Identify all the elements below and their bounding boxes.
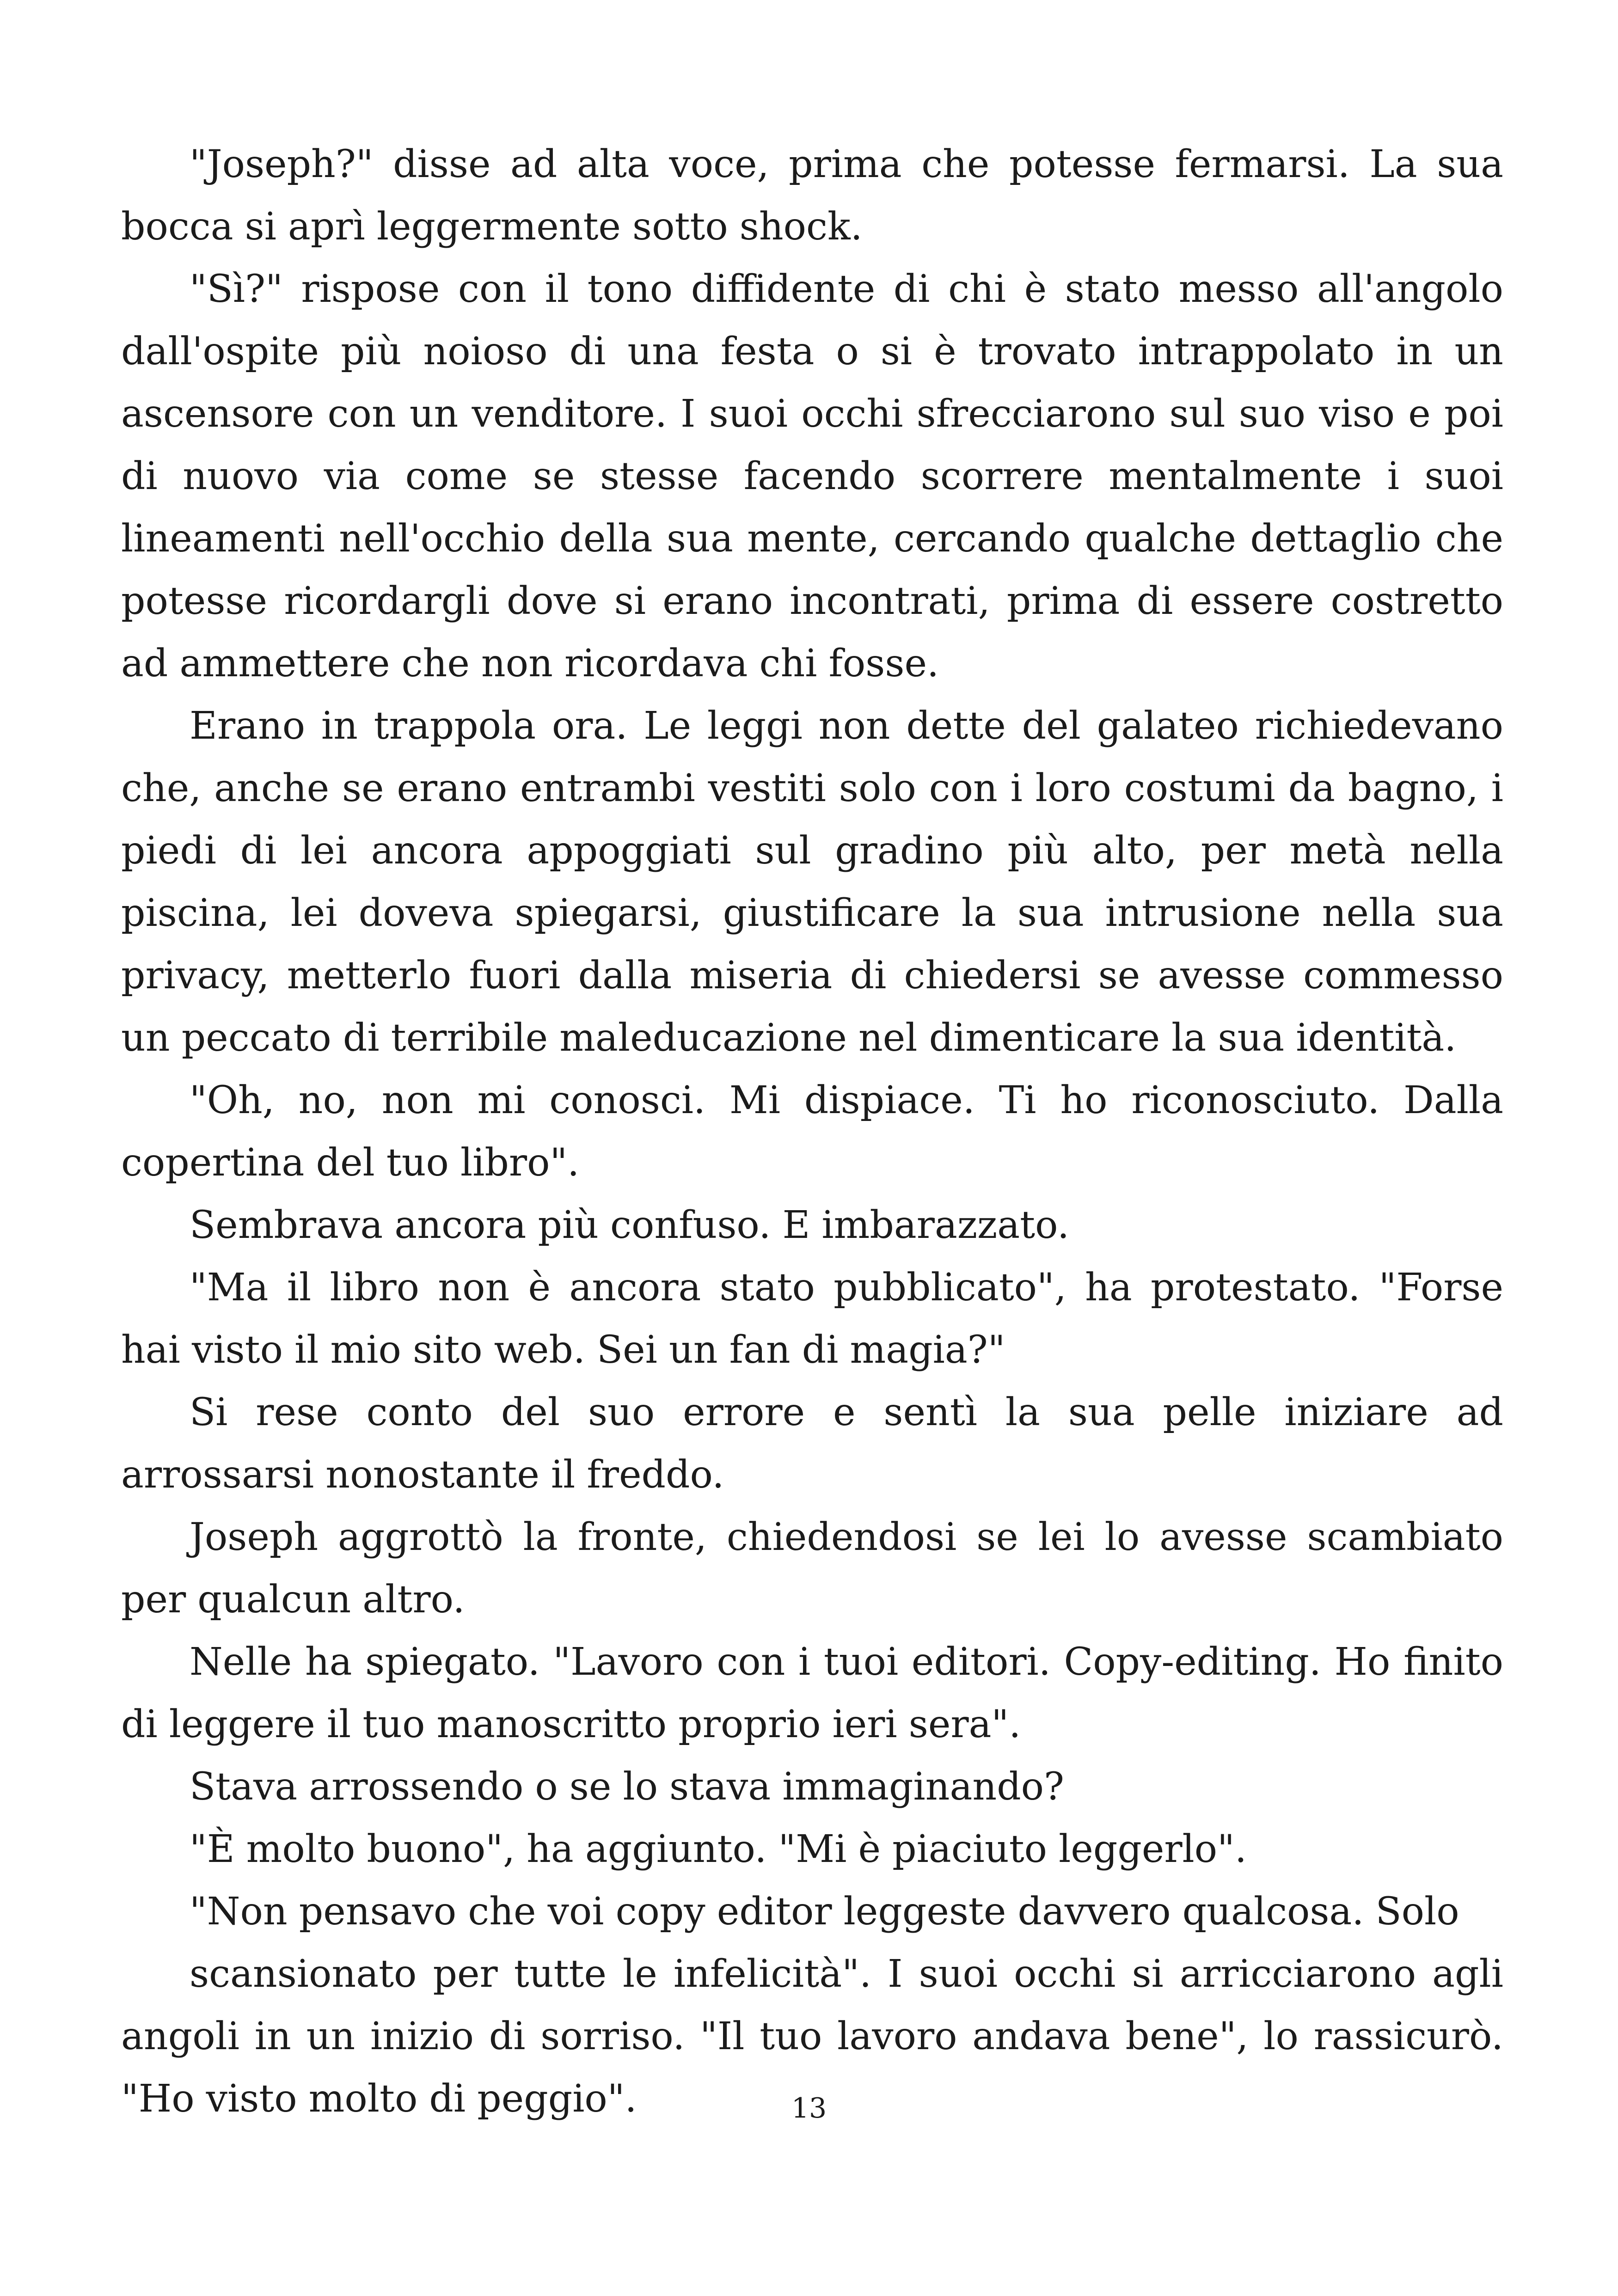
paragraph: Joseph aggrottò la fronte, chiedendosi se lei lo avesse scambiato per qualcun altro. [121,1515,1503,1622]
paragraph: Nelle ha spiegato. "Lavoro con i tuoi editori. Copy-editing. Ho finito di leggere il tuo manoscritto proprio ieri sera". [121,1640,1503,1746]
paragraph: scansionato per tutte le infelicità". I suoi occhi si arricciarono agli angoli in un inizio di sorriso. "Il tuo lavoro andava bene", lo rassicurò. "Ho visto molto di peggio". [121,1952,1503,2121]
paragraph: "Sì?" rispose con il tono diffidente di chi è stato messo all'angolo dall'ospite più noioso di una festa o si è trovato intrappolato in un ascensore con un venditore. I suoi occhi sfrecciarono sul suo viso e poi di nuovo via come se stesse facendo scorrere mentalmente i suoi lineamenti nell'occhio della sua mente, cercando qualche dettaglio che potesse ricordargli dove si erano incontrati, prima di essere costretto ad ammettere che non ricordava chi fosse. [121,267,1503,686]
paragraph: "Oh, no, non mi conosci. Mi dispiace. Ti ho riconosciuto. Dalla copertina del tuo libro". [121,1078,1503,1185]
body-text [121,133,1503,2130]
paragraph: "Ma il libro non è ancora stato pubblicato", ha protestato. "Forse hai visto il mio sito web. Sei un fan di magia?" [121,1266,1503,1372]
paragraph: Si rese conto del suo errore e sentì la sua pelle iniziare ad arrossarsi nonostante il freddo. [121,1390,1503,1497]
page-number: 13 [791,2092,827,2125]
paragraph: Stava arrossendo o se lo stava immaginando? [190,1765,1065,1809]
paragraph: "Non pensavo che voi copy editor leggeste davvero qualcosa. Solo [190,1890,1459,1934]
paragraph: "È molto buono", ha aggiunto. "Mi è piaciuto leggerlo". [190,1827,1247,1871]
paragraph: Erano in trappola ora. Le leggi non dette del galateo richiedevano che, anche se erano entrambi vestiti solo con i loro costumi da bagno, i piedi di lei ancora appoggiati sul gradino più alto, per metà nella piscina, lei doveva spiegarsi, giustificare la sua intrusione nella sua privacy, metterlo fuori dalla miseria di chiedersi se avesse commesso un peccato di terribile maleducazione nel dimenticare la sua identità. [121,704,1503,1060]
paragraph: Sembrava ancora più confuso. E imbarazzato. [190,1203,1070,1247]
paragraph: "Joseph?" disse ad alta voce, prima che potesse fermarsi. La sua bocca si aprì leggermente sotto shock. [121,142,1503,249]
